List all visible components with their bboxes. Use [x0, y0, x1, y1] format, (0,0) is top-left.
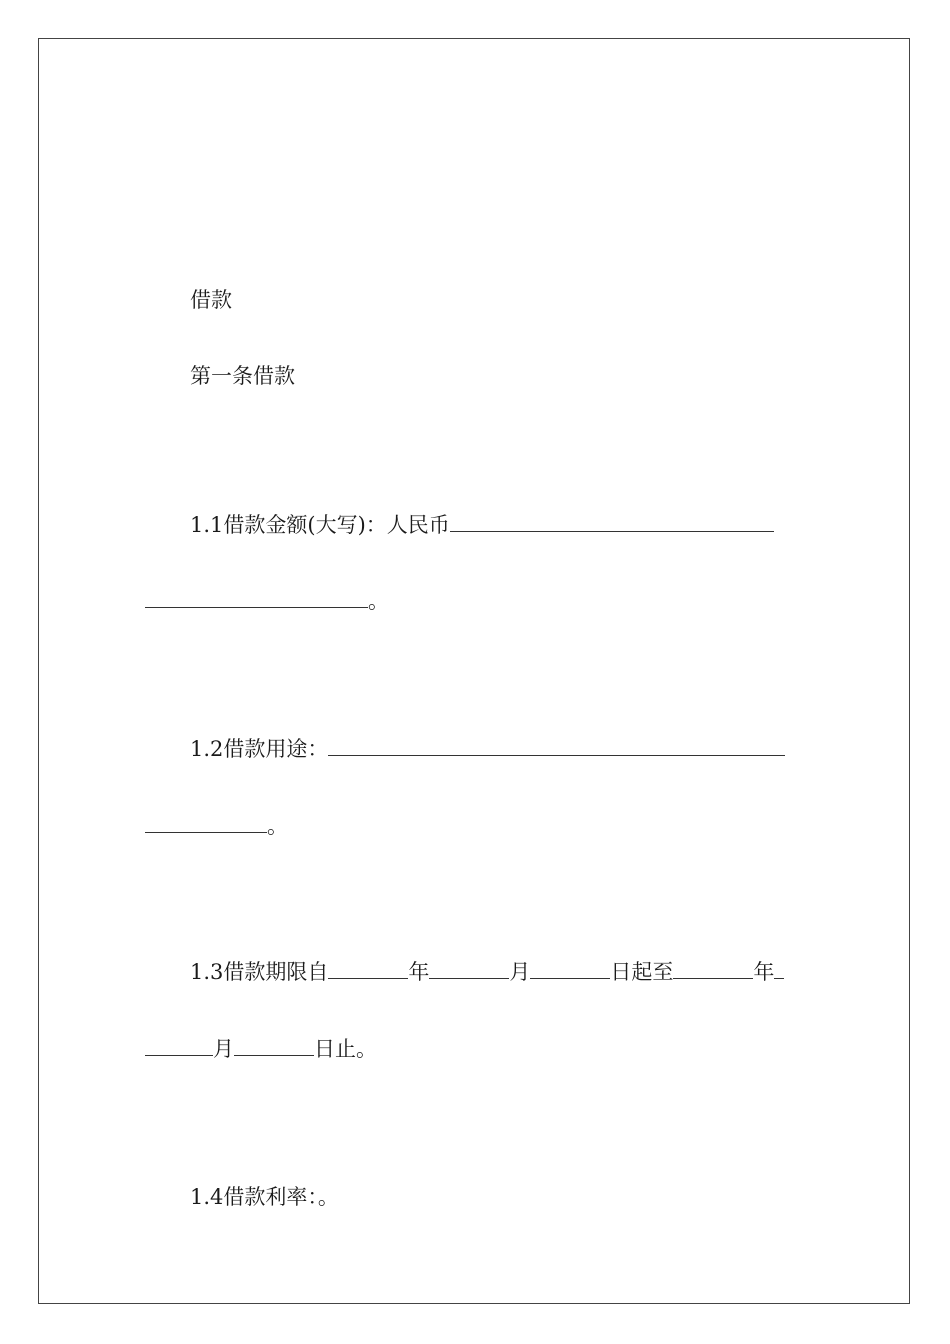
- end-year-label: 年: [753, 960, 775, 984]
- end-day-label: 日止。: [314, 1037, 377, 1061]
- start-month-label: 月: [509, 960, 531, 984]
- end-month-blank: [145, 1035, 213, 1056]
- clause-1-3-label: 1.3借款期限自: [190, 960, 329, 984]
- end-year-blank: [673, 958, 753, 979]
- clause-1-2-line-2: [145, 812, 288, 840]
- start-day-label: 日起至: [610, 960, 674, 984]
- clause-1-1-line-1: [190, 511, 774, 539]
- start-month-blank: [429, 958, 509, 979]
- clause-1-1-line-2: [145, 587, 389, 615]
- purpose-blank-continued: [145, 812, 267, 833]
- page-border: [38, 38, 910, 1304]
- clause-1-4: 1.4借款利率：。: [190, 1185, 339, 1209]
- purpose-blank: [328, 735, 785, 756]
- clause-1-2-label: 1.2借款用途：: [190, 737, 329, 761]
- end-month-blank-start: [774, 958, 784, 979]
- document-heading: 借款: [190, 288, 232, 312]
- clause-1-2-end: 。: [267, 814, 288, 838]
- article-title: 第一条借款: [190, 364, 295, 388]
- end-month-label: 月: [213, 1037, 234, 1061]
- clause-1-3-line-1: [190, 958, 784, 986]
- end-day-blank: [234, 1035, 314, 1056]
- amount-blank: [450, 511, 774, 532]
- clause-1-3-line-2: [145, 1035, 377, 1063]
- clause-1-1-label: 1.1借款金额(大写)：人民币: [190, 513, 450, 537]
- clause-1-1-end: 。: [368, 589, 389, 613]
- start-year-label: 年: [408, 960, 430, 984]
- amount-blank-continued: [145, 587, 368, 608]
- start-day-blank: [530, 958, 610, 979]
- clause-1-2-line-1: [190, 735, 785, 763]
- start-year-blank: [328, 958, 408, 979]
